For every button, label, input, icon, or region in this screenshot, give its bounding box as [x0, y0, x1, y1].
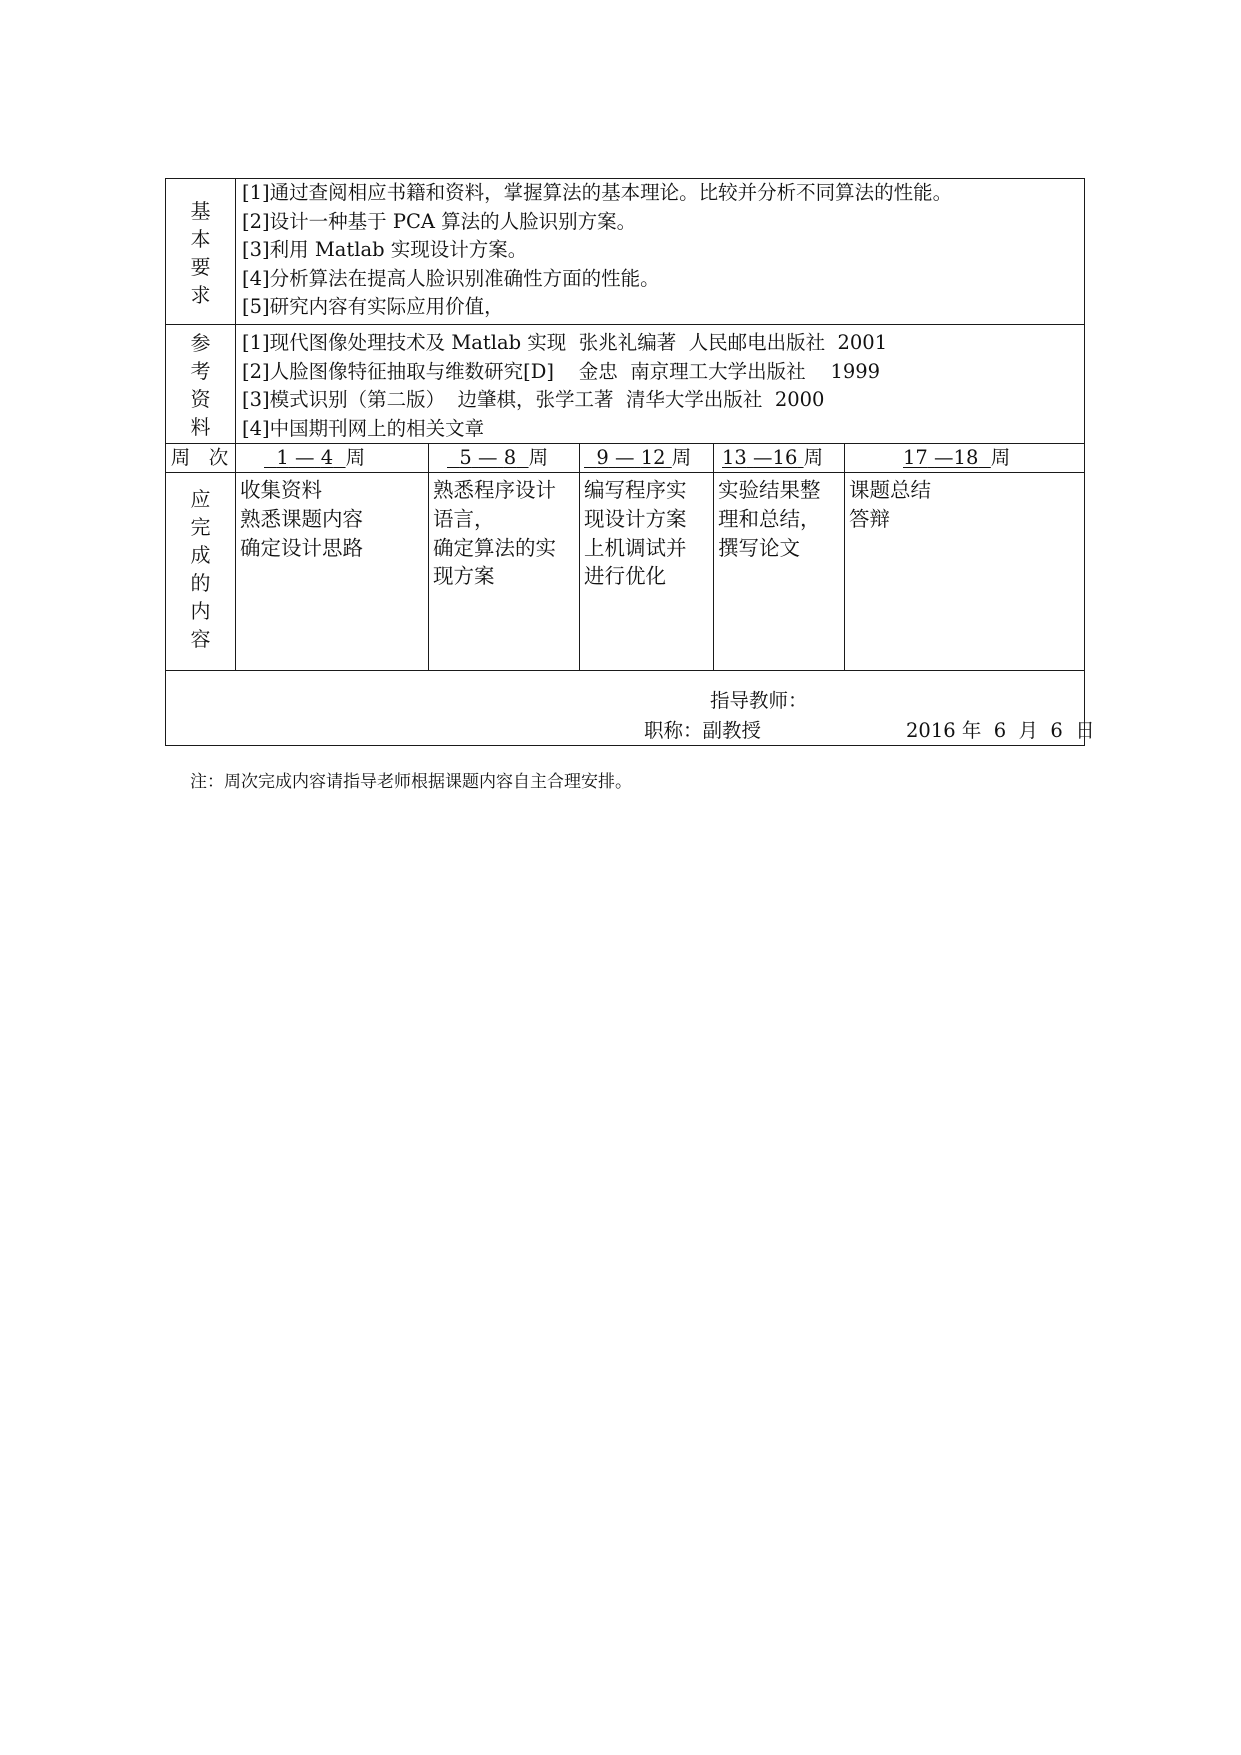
reference-item: [4]中国期刊网上的相关文章 — [242, 416, 485, 440]
week-end: 8 — [503, 446, 517, 470]
requirement-item: [3]利用 Matlab 实现设计方案。 — [242, 238, 528, 262]
task-cell-weeks-9-12 — [580, 473, 714, 671]
requirements-content — [236, 179, 1085, 325]
task-cell-weeks-5-8 — [429, 473, 580, 671]
reference-item: [1]现代图像处理技术及 Matlab 实现 张兆礼编著 人民邮电出版社 2001 — [242, 331, 888, 354]
references-row — [166, 325, 1085, 444]
task-line: 实验结果整 — [718, 478, 821, 503]
task-line: 语言， — [433, 506, 495, 531]
week-unit: 周 — [671, 446, 692, 470]
task-line: 收集资料 — [240, 478, 322, 503]
task-line: 确定设计思路 — [240, 535, 363, 560]
weeks-row — [166, 444, 1085, 473]
content-label-char: 的 — [190, 571, 211, 596]
week-start: 1 — [276, 446, 289, 470]
week-start: 17 — [903, 446, 928, 470]
task-line: 上机调试并 — [584, 535, 687, 560]
week-range-3 — [580, 444, 714, 473]
week-dash: — — [295, 446, 315, 470]
week-end: 16 — [772, 446, 798, 470]
week-end: 12 — [640, 446, 666, 470]
task-line: 熟悉课题内容 — [240, 506, 363, 531]
week-unit: 周 — [345, 446, 366, 470]
week-unit: 周 — [803, 446, 824, 470]
references-label-char: 料 — [190, 415, 211, 439]
task-line: 理和总结， — [718, 506, 821, 531]
week-start: 5 — [459, 446, 472, 470]
week-end: 18 — [953, 446, 979, 470]
content-label-char: 成 — [190, 543, 211, 568]
week-unit: 周 — [990, 446, 1011, 470]
week-dash: — — [934, 446, 954, 470]
requirements-row — [166, 179, 1085, 325]
signature-date: 2016 年 6 月 6 日 — [906, 719, 1095, 743]
teacher-label: 指导教师： — [710, 689, 808, 713]
teacher-title: 职称：副教授 — [644, 719, 762, 743]
requirement-item: [5]研究内容有实际应用价值， — [242, 295, 504, 319]
task-line: 现方案 — [433, 564, 495, 589]
content-label-char: 容 — [190, 627, 211, 652]
week-range-1 — [236, 444, 429, 473]
task-cell-weeks-1-4 — [236, 473, 429, 671]
week-end: 4 — [320, 446, 334, 470]
task-line: 课题总结 — [849, 478, 931, 503]
content-label-char: 完 — [190, 515, 211, 540]
content-label-char: 内 — [190, 599, 211, 624]
task-line: 现设计方案 — [584, 506, 687, 531]
requirement-item: [2]设计一种基于 PCA 算法的人脸识别方案。 — [242, 209, 637, 233]
week-range-4 — [714, 444, 845, 473]
week-range-5 — [845, 444, 1085, 473]
task-line: 进行优化 — [584, 564, 666, 589]
task-form-table — [165, 178, 1095, 746]
requirements-label-char: 基 — [190, 199, 211, 223]
content-label-char: 应 — [190, 487, 211, 512]
references-content — [236, 325, 1085, 444]
requirement-item: [1]通过查阅相应书籍和资料，掌握算法的基本理论。比较并分析不同算法的性能。 — [242, 181, 953, 204]
references-label — [166, 325, 236, 444]
references-label-char: 参 — [190, 331, 211, 355]
requirements-label-char: 本 — [190, 227, 211, 251]
task-line: 确定算法的实 — [433, 535, 556, 560]
week-start: 9 — [596, 446, 609, 470]
requirements-label-char: 要 — [190, 255, 211, 279]
task-line: 撰写论文 — [718, 535, 800, 560]
footnote: 注：周次完成内容请指导老师根据课题内容自主合理安排。 — [190, 772, 632, 792]
week-dash: — — [478, 446, 498, 470]
references-label-char: 资 — [190, 387, 211, 411]
content-row — [166, 473, 1085, 671]
content-label — [166, 473, 236, 671]
task-line: 答辩 — [849, 506, 890, 531]
requirements-label-char: 求 — [190, 283, 211, 307]
week-dash: — — [615, 446, 635, 470]
task-line: 编写程序实 — [584, 478, 687, 503]
week-unit: 周 — [528, 446, 549, 470]
references-label-char: 考 — [190, 359, 211, 383]
signature-row — [166, 671, 1085, 746]
task-cell-weeks-17-18 — [845, 473, 1085, 671]
requirement-item: [4]分析算法在提高人脸识别准确性方面的性能。 — [242, 266, 660, 290]
task-cell-weeks-13-16 — [714, 473, 845, 671]
task-line: 熟悉程序设计 — [433, 478, 556, 503]
week-range-2 — [429, 444, 580, 473]
signature-cell — [166, 671, 1095, 746]
requirements-label — [166, 179, 236, 325]
week-start: 13 — [722, 446, 747, 470]
week-dash: — — [753, 446, 773, 470]
weeks-header: 周 次 — [166, 444, 236, 473]
reference-item: [2]人脸图像特征抽取与维数研究[D] 金忠 南京理工大学出版社 1999 — [242, 359, 881, 383]
reference-item: [3]模式识别（第二版） 边肇棋，张学工著 清华大学出版社 2000 — [242, 388, 825, 412]
